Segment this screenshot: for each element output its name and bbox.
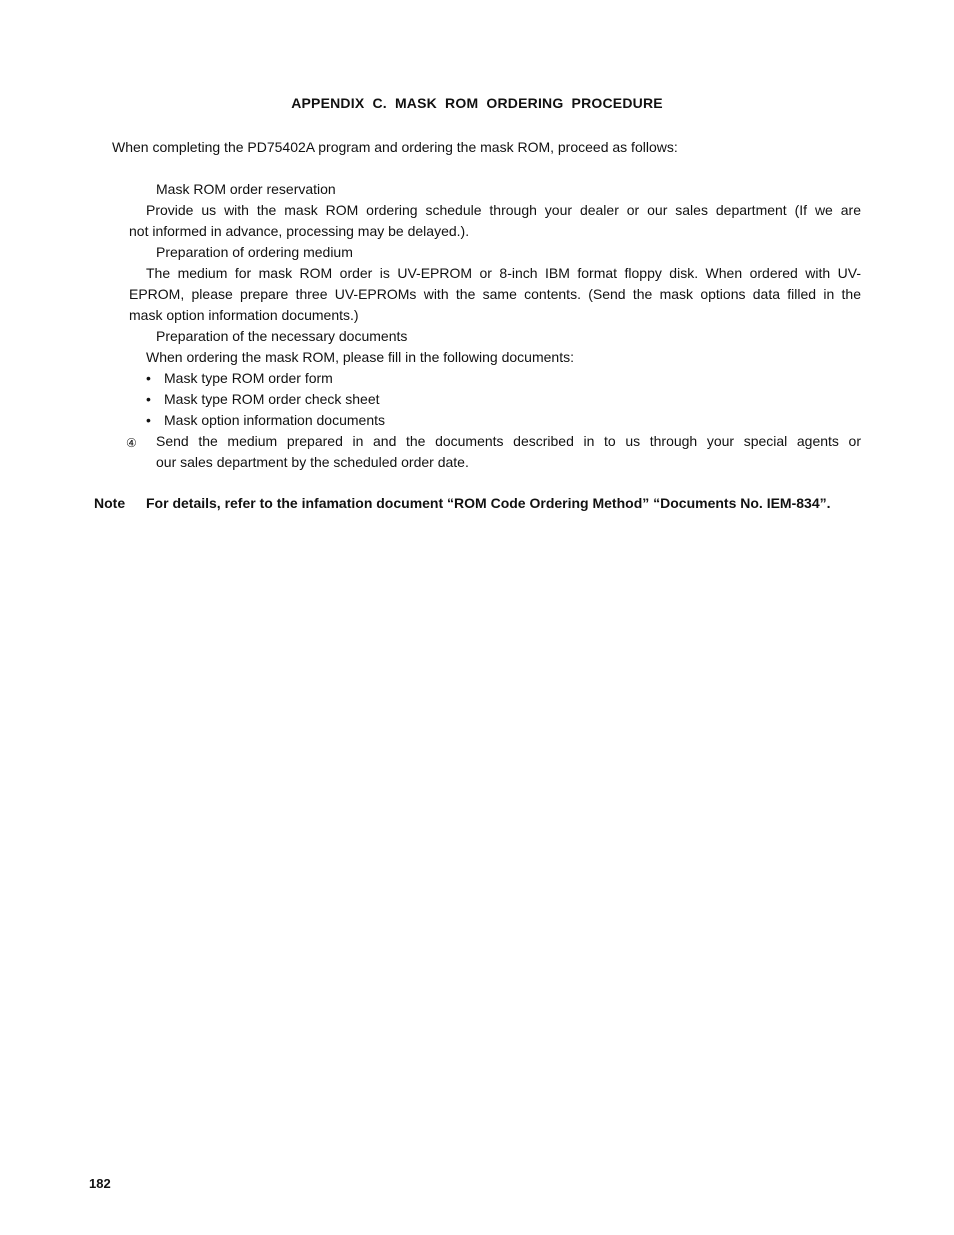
step-2-body-line-1: The medium for mask ROM order is UV-EPROM or 8-inch IBM format floppy disk. When ordered with UV- bbox=[146, 265, 861, 281]
appendix-heading: APPENDIX C. MASK ROM ORDERING PROCEDURE bbox=[291, 95, 663, 111]
bullet-dot: • bbox=[146, 370, 151, 386]
bullet-text: Mask option information documents bbox=[164, 412, 385, 428]
step-4-body-line-2: our sales department by the scheduled order date. bbox=[156, 454, 469, 470]
step-4-body-line-1: Send the medium prepared in and the documents described in to us through your special agents or bbox=[156, 433, 861, 449]
step-1-title: Mask ROM order reservation bbox=[156, 181, 336, 197]
note-text: For details, refer to the infamation document “ROM Code Ordering Method” “Documents No. IEM-834”. bbox=[146, 495, 831, 511]
note-label: Note bbox=[94, 495, 126, 511]
list-item bbox=[146, 390, 380, 408]
step-2-body-line-2: EPROM, please prepare three UV-EPROMs with the same contents. (Send the mask options data filled in the bbox=[129, 286, 861, 302]
step-1-body-line-2: not informed in advance, processing may be delayed.). bbox=[129, 223, 470, 239]
intro-paragraph: When completing the PD75402A program and ordering the mask ROM, proceed as follows: bbox=[112, 139, 678, 155]
step-1-body-line-1: Provide us with the mask ROM ordering schedule through your dealer or our sales department (If we are bbox=[146, 202, 861, 218]
bullet-dot: • bbox=[146, 412, 151, 428]
bullet-text: Mask type ROM order form bbox=[164, 370, 333, 386]
step-3-title: Preparation of the necessary documents bbox=[156, 328, 408, 344]
page-number: 182 bbox=[89, 1176, 111, 1191]
list-item bbox=[146, 369, 333, 387]
list-item bbox=[146, 411, 385, 429]
step-2-title: Preparation of ordering medium bbox=[156, 244, 353, 260]
step-3-body-line-1: When ordering the mask ROM, please fill in the following documents: bbox=[146, 349, 574, 365]
step-2-body-line-3: mask option information documents.) bbox=[129, 307, 359, 323]
bullet-text: Mask type ROM order check sheet bbox=[164, 391, 380, 407]
step-4-marker: ④ bbox=[126, 436, 137, 450]
bullet-dot: • bbox=[146, 391, 151, 407]
